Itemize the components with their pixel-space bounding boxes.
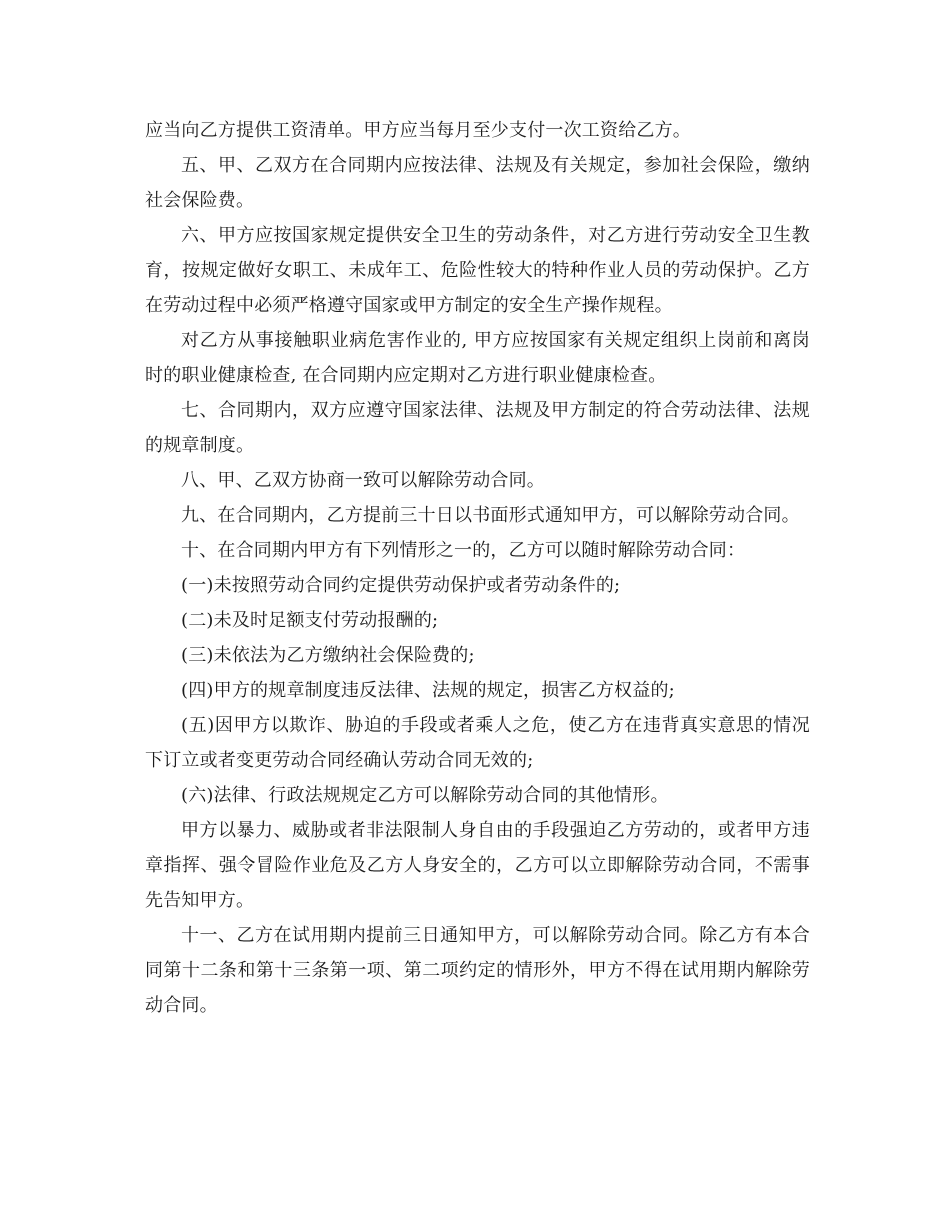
list-item-10-1: (一)未按照劳动合同约定提供劳动保护或者劳动条件的; [181,575,621,596]
paragraph-clause-7-rules: 七、合同期内，双方应遵守国家法律、法规及甲方制定的符合劳动法律、法规的规章制度。 [145,400,810,456]
contract-body [145,113,810,1023]
paragraph-occupational-health: 对乙方从事接触职业病危害作业的, 甲方应按国家有关规定组织上岗前和离岗时的职业健康检查, 在合同期内应定期对乙方进行职业健康检查。 [145,330,810,386]
list-item-10-3: (三)未依法为乙方缴纳社会保险费的; [181,645,475,666]
list-item-10-2: (二)未及时足额支付劳动报酬的; [181,610,439,631]
paragraph-clause-8-mutual-termination: 八、甲、乙双方协商一致可以解除劳动合同。 [181,470,545,491]
list-item-10-6: (六)法律、行政法规规定乙方可以解除劳动合同的其他情形。 [181,785,669,806]
paragraph-clause-6-safety: 六、甲方应按国家规定提供安全卫生的劳动条件，对乙方进行劳动安全卫生教育，按规定做好女职工、未成年工、危险性较大的特种作业人员的劳动保护。乙方在劳动过程中必须严格遵守国家或甲方制定的安全生产操作规程。 [145,225,810,316]
paragraph-clause-9-notice-termination: 九、在合同期内，乙方提前三十日以书面形式通知甲方，可以解除劳动合同。 [181,505,800,526]
list-item-10-5: (五)因甲方以欺诈、胁迫的手段或者乘人之危，使乙方在违背真实意思的情况下订立或者变更劳动合同经确认劳动合同无效的; [145,715,810,771]
paragraph-clause-5-social-insurance: 五、甲、乙双方在合同期内应按法律、法规及有关规定，参加社会保险，缴纳社会保险费。 [145,155,810,211]
paragraph-wage-statement-continued: 应当向乙方提供工资清单。甲方应当每月至少支付一次工资给乙方。 [145,120,691,141]
paragraph-clause-10-intro: 十、在合同期内甲方有下列情形之一的，乙方可以随时解除劳动合同： [181,540,746,561]
list-item-10-4: (四)甲方的规章制度违反法律、法规的规定，损害乙方权益的; [181,680,675,701]
paragraph-immediate-termination: 甲方以暴力、威胁或者非法限制人身自由的手段强迫乙方劳动的，或者甲方违章指挥、强令冒险作业危及乙方人身安全的，乙方可以立即解除劳动合同，不需事先告知甲方。 [145,820,810,911]
paragraph-clause-11-probation: 十一、乙方在试用期内提前三日通知甲方，可以解除劳动合同。除乙方有本合同第十二条和第十三条第一项、第二项约定的情形外，甲方不得在试用期内解除劳动合同。 [145,925,810,1016]
